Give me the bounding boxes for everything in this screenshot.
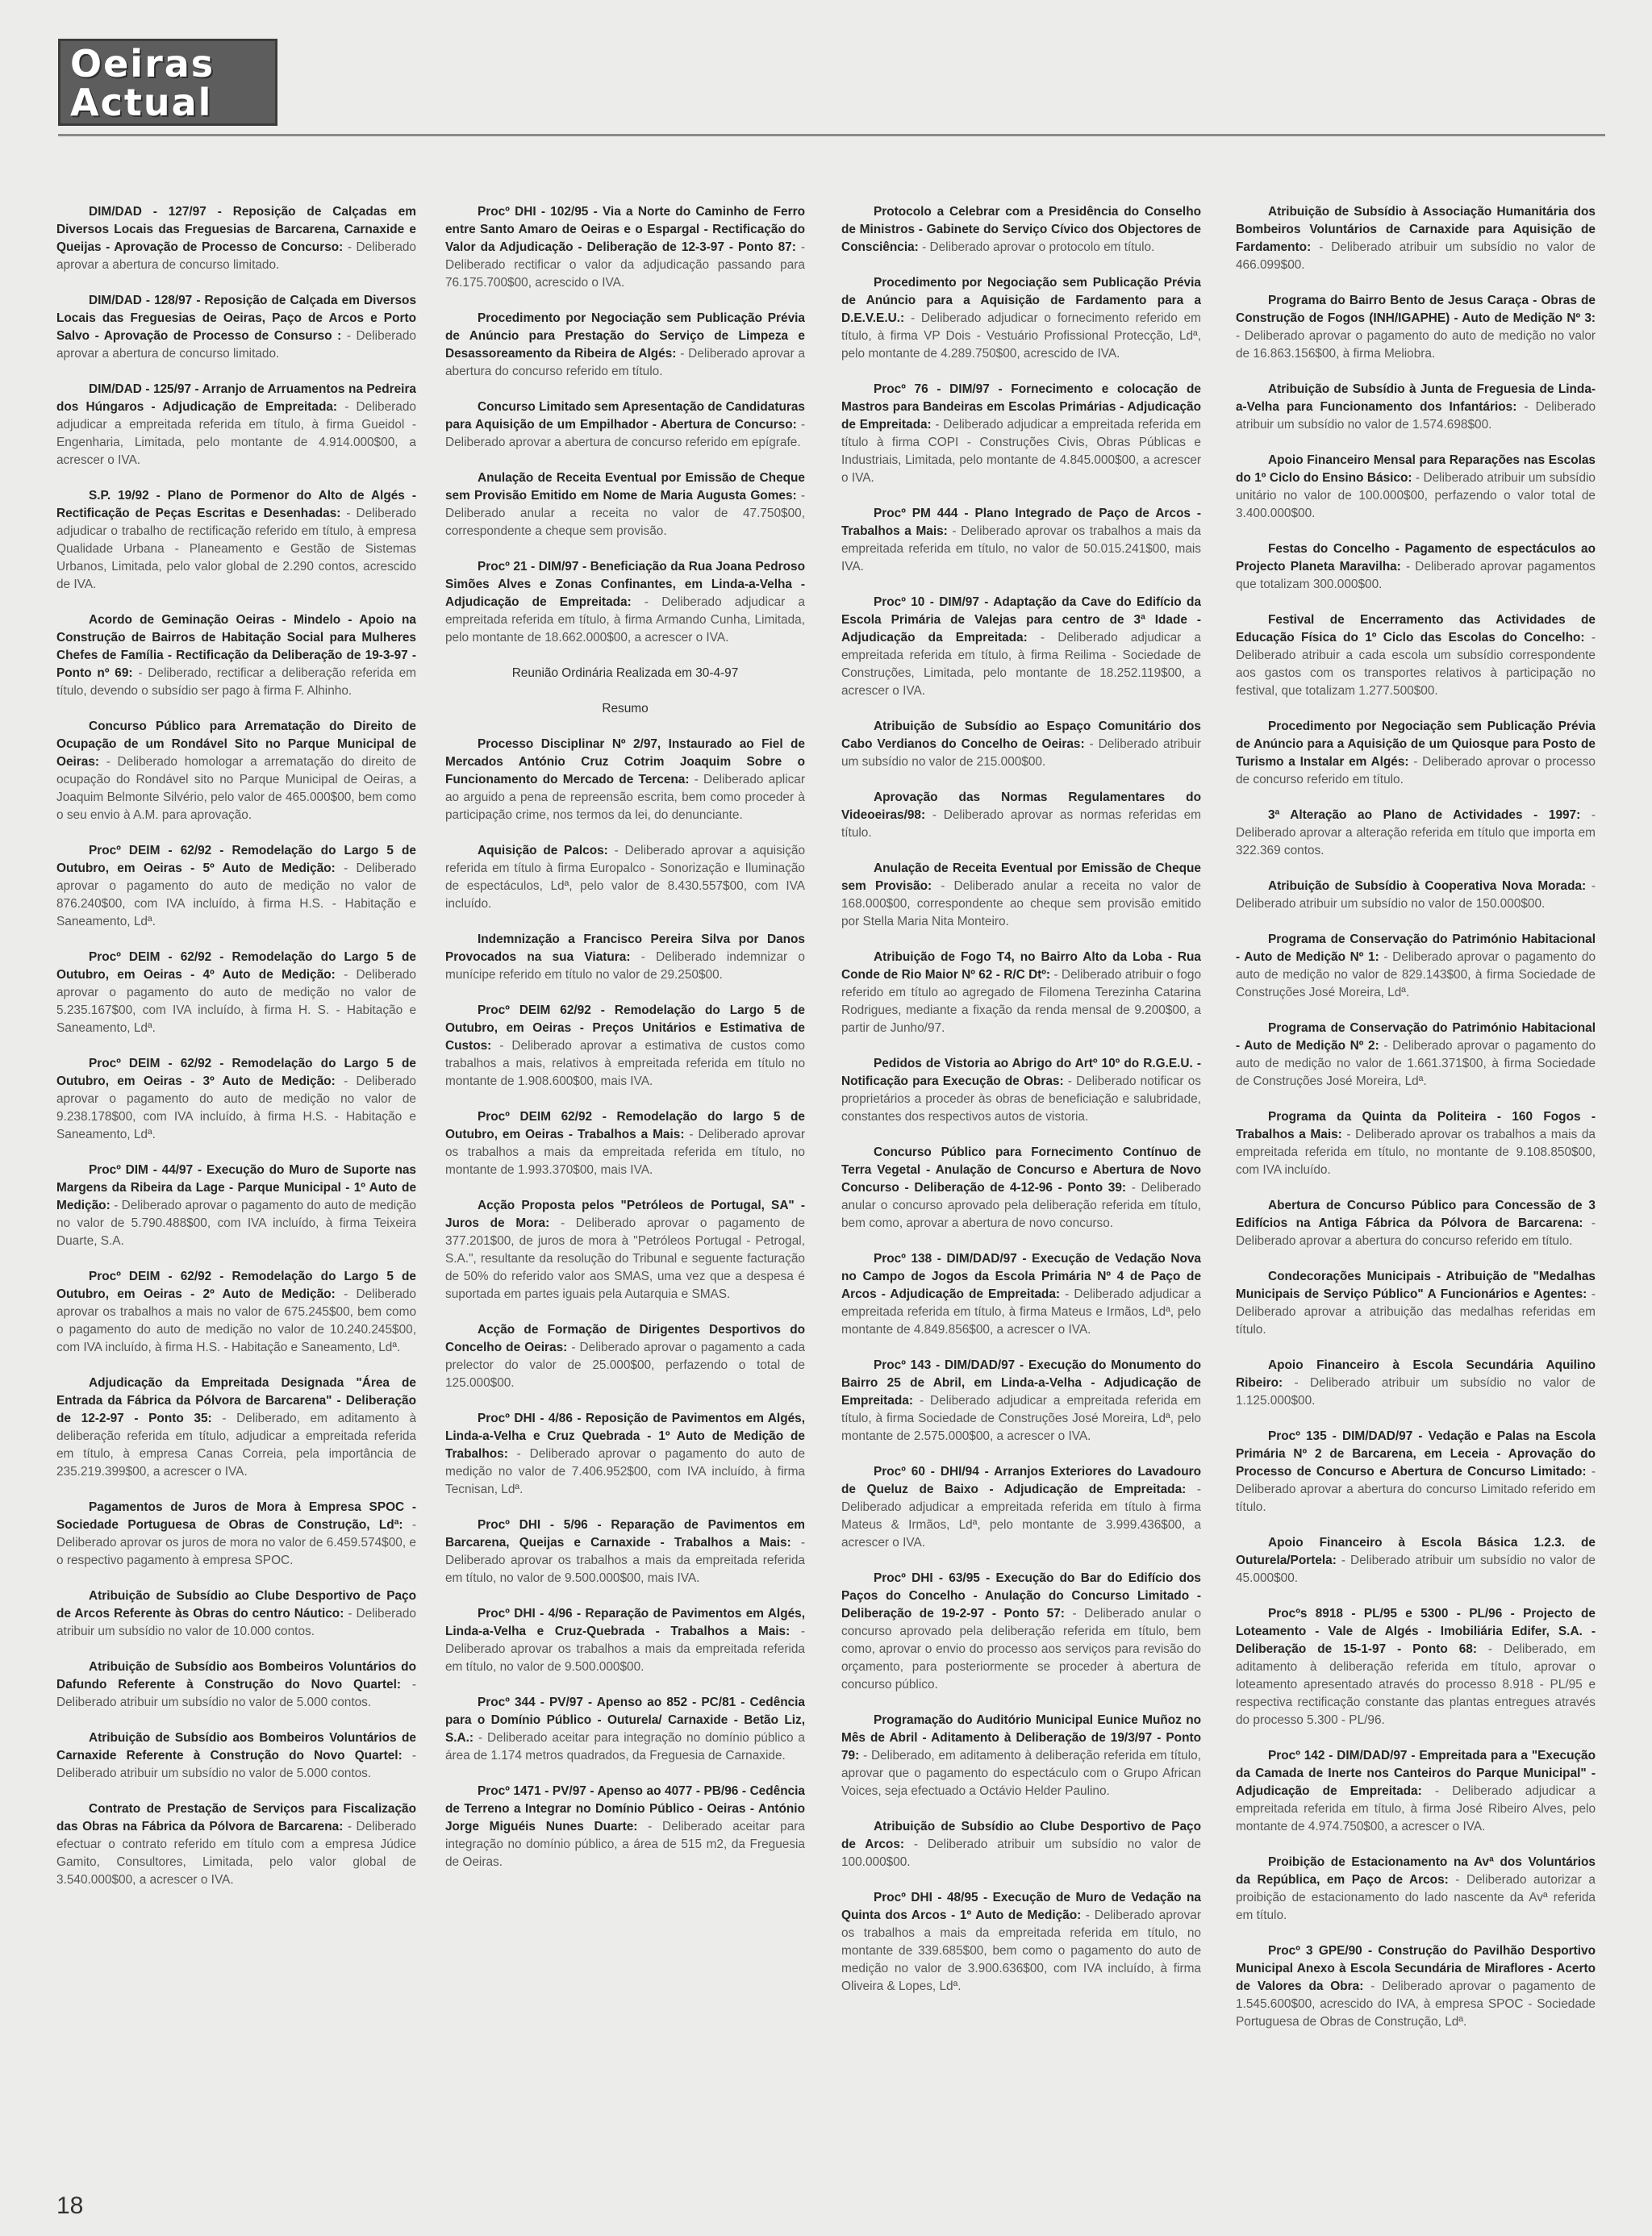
entry-text: - Deliberado aprovar os trabalhos a mais da empreitada referida em título, no montante de 1.993.370$00, mais IVA. (445, 1128, 805, 1177)
entry-text: - Deliberado aprovar o pagamento do auto de medição no valor de 5.235.167$00, com IVA incluído, à firma H. S. - Habitação e Saneamento, Ldª. (56, 968, 416, 1035)
entry-text: - Deliberado atribuir um subsídio no valor de 5.000 contos. (56, 1749, 416, 1780)
entry-heading: DIM/DAD - 128/97 - Reposição de Calçada em Diversos Locais das Freguesias de Oeiras, Paço de Arcos e Porto Salvo - Aprovação de Processo de Consurso : (56, 294, 416, 343)
entry-heading: Procº DEIM - 62/92 - Remodelação do Largo 5 de Outubro, em Oeiras - 4º Auto de Medição: (56, 950, 416, 982)
entry (56, 1587, 416, 1641)
entry (1236, 807, 1596, 860)
entry-heading: Abertura de Concurso Público para Concessão de 3 Edifícios na Antiga Fábrica da Pólvora de Barcarena: (1236, 1199, 1596, 1230)
entry (841, 1889, 1201, 1996)
entry (56, 381, 416, 469)
text-column-2 (445, 203, 805, 2163)
header-rule (58, 134, 1605, 136)
entry-text: - Deliberado aprovar pagamentos que totalizam 300.000$00. (1236, 560, 1596, 591)
entry (1236, 540, 1596, 594)
entry-heading: Procº DHI - 4/86 - Reposição de Pavimentos em Algés, Linda-a-Velha e Cruz Quebrada - 1º Auto de Medição de Trabalhos: (445, 1412, 805, 1461)
entry-text: - Deliberado aprovar os trabalhos a mais da empreitada referida em título, no valor de 9.500.000$00, mais IVA. (445, 1536, 805, 1585)
entry-heading: Procº 76 - DIM/97 - Fornecimento e colocação de Mastros para Bandeiras em Escolas Primárias - Adjudicação de Empreitada: (841, 382, 1201, 432)
entry (445, 1410, 805, 1499)
entry-heading: Adjudicação da Empreitada Designada "Área de Entrada da Fábrica da Pólvora de Barcarena" - Deliberação de 12-2-97 - Ponto 35: (56, 1376, 416, 1425)
entry (1236, 1534, 1596, 1587)
entry (56, 1375, 416, 1481)
entry-heading: Procº 344 - PV/97 - Apenso ao 852 - PC/81 - Cedência para o Domínio Público - Outurela/ Carnaxide - Betão Liz, S.A.: (445, 1696, 805, 1745)
entry-text: - Deliberado adjudicar a empreitada referida em título, à firma Mateus e Irmãos, Ldª, pelo montante de 4.849.856$00, a acrescer o IVA. (841, 1287, 1201, 1337)
entry (445, 558, 805, 647)
entry-heading: Festas do Concelho - Pagamento de espectáculos ao Projecto Planeta Maravilha: (1236, 542, 1596, 574)
entry-text: - Deliberado atribuir um subsídio no valor de 10.000 contos. (56, 1607, 416, 1638)
entry (56, 1268, 416, 1357)
entry (56, 1800, 416, 1889)
entry (445, 1321, 805, 1392)
entry-text: - Deliberado adjudicar a empreitada referida em título, à firma Reilima - Sociedade de Construções, Limitada, pelo montante de 18.252.119$00, a acrescer o IVA. (841, 631, 1201, 698)
entry-heading: Pagamentos de Juros de Mora à Empresa SPOC - Sociedade Portuguesa de Obras de Construção, Ldª: (56, 1500, 416, 1532)
entry (445, 1605, 805, 1676)
entry-text: - Deliberado atribuir um subsídio no valor de 5.000 contos. (56, 1678, 416, 1709)
entry (841, 789, 1201, 842)
entry (56, 1162, 416, 1250)
entry-heading: Atribuição de Subsídio ao Espaço Comunitário dos Cabo Verdianos do Concelho de Oeiras: (841, 720, 1201, 751)
entry-text: - Deliberado anular a receita no valor de 168.000$00, correspondente ao cheque sem provisão emitido por Stella Maria Nita Monteiro. (841, 879, 1201, 928)
entry-text: - Deliberado aprovar o processo de concurso referido em título. (1236, 755, 1596, 786)
entry-text: - Deliberado anular o concurso aprovado pela deliberação referida em título, bem como, aprovar a abertura de novo concurso. (841, 1181, 1201, 1230)
entry-text: - Deliberado aprovar a alteração referida em título que importa em 322.369 contos. (1236, 808, 1596, 857)
entry-heading: Concurso Público para Arrematação do Direito de Ocupação de um Rondável Sito no Parque Municipal de Oeiras: (56, 720, 416, 769)
entry-heading: Procº DEIM - 62/92 - Remodelação do Largo 5 de Outubro, em Oeiras - 2º Auto de Medição: (56, 1270, 416, 1301)
entry (841, 381, 1201, 487)
entry-text: - Deliberado notificar os proprietários a proceder às obras de beneficiação e salubridade, constantes dos respectivos autos de vistoria. (841, 1074, 1201, 1124)
entry (1236, 1020, 1596, 1091)
entry (445, 736, 805, 824)
entry (841, 1570, 1201, 1694)
entry-text: - Deliberado aprovar a abertura de concurso limitado. (56, 329, 416, 361)
entry-text: - Deliberado aprovar o pagamento do auto de medição no valor de 9.238.178$00, com IVA incluído, à firma H.S. - Habitação e Saneamento, Ldª. (56, 1074, 416, 1141)
entry-text: - Deliberado aprovar o pagamento do auto de medição no valor de 1.661.371$00, à firma Sociedade de Construções José Moreira, Ldª. (1236, 1039, 1596, 1088)
entry (1236, 1108, 1596, 1179)
entry-text: - Deliberado aprovar os trabalhos a mais no valor de 675.245$00, bem como o pagamento do auto de medição no valor de 10.240.245$00, com IVA incluído, à firma H.S. - Habitação e Saneamento, Ldª. (56, 1287, 416, 1354)
entry-heading: S.P. 19/92 - Plano de Pormenor do Alto de Algés - Rectificação de Peças Escritas e Desenhadas: (56, 489, 416, 520)
entry-heading: Procº DEIM - 62/92 - Remodelação do Largo 5 de Outubro, em Oeiras - 3º Auto de Medição: (56, 1057, 416, 1088)
entry-heading: Proibição de Estacionamento na Avª dos Voluntários da República, em Paço de Arcos: (1236, 1855, 1596, 1887)
entry-heading: Acordo de Geminação Oeiras - Mindelo - Apoio na Construção de Bairros de Habitação Social para Mulheres Chefes de Família - Rectificação da Deliberação de 19-3-97 - Ponto nº 69: (56, 613, 416, 680)
entry-heading: Protocolo a Celebrar com a Presidência do Conselho de Ministros - Gabinete do Serviço Cívico dos Objectores de Consciência: (841, 205, 1201, 254)
entry (841, 594, 1201, 700)
entry-text: - Deliberado aplicar ao arguido a pena de repreensão escrita, bem como proceder à participação crime, nos termos da lei, do denunciante. (445, 773, 805, 822)
entry (841, 1463, 1201, 1552)
entry-heading: Procº DEIM 62/92 - Remodelação do largo 5 de Outubro, em Oeiras - Trabalhos a Mais: (445, 1110, 805, 1141)
entry-heading: Aquisição de Palcos: (478, 844, 608, 857)
entry-text: - Deliberado rectificar o valor da adjudicação passando para 76.175.700$00, acrescido o IVA. (445, 240, 805, 290)
entry (1236, 1854, 1596, 1925)
entry-text: - Deliberado, em aditamento à deliberação referida em título, aprovar o loteamento apresentado através do processo 8.918 - PL/95 e respectiva rectificação constante das plantas entregues através do processo 5.300 - PL/96. (1236, 1642, 1596, 1727)
entry-text: - Deliberado aprovar a estimativa de custos como trabalhos a mais, relativos à empreitada referida em título no montante de 1.908.600$00, mais IVA. (445, 1039, 805, 1088)
entry (445, 1694, 805, 1765)
entry-text: Resumo (602, 702, 649, 715)
entry (841, 203, 1201, 257)
entry-heading: Anulação de Receita Eventual por Emissão de Cheque sem Provisão: (841, 861, 1201, 893)
entry (841, 718, 1201, 771)
text-column-1 (56, 203, 416, 2163)
entry-heading: Atribuição de Subsídio à Associação Humanitária dos Bombeiros Voluntários de Carnaxide para Aquisição de Fardamento: (1236, 205, 1596, 254)
entry (445, 469, 805, 540)
entry-heading: Procº DEIM - 62/92 - Remodelação do Largo 5 de Outubro, em Oeiras - 5º Auto de Medição: (56, 844, 416, 875)
entry (1236, 1605, 1596, 1729)
entry-heading: Procedimento por Negociação sem Publicação Prévia de Anúncio para Prestação do Serviço de Limpeza e Desassoreamento da Ribeira de Algés: (445, 311, 805, 361)
entry-text: - Deliberado adjudicar a empreitada referida em título à firma COPI - Construções Civis, Obras Públicas e Industriais, Limitada, pelo montante de 4.845.000$00, a acrescer o IVA. (841, 418, 1201, 485)
entry (445, 931, 805, 984)
text-column-3 (841, 203, 1201, 2163)
entry-text: - Deliberado atribuir um subsídio no valor de 215.000$00. (841, 737, 1201, 769)
entry-heading: Atribuição de Subsídio aos Bombeiros Voluntários do Dafundo Referente à Construção do Novo Quartel: (56, 1660, 416, 1692)
entry-heading: Acção de Formação de Dirigentes Desportivos do Concelho de Oeiras: (445, 1323, 805, 1354)
entry-heading: Programa do Bairro Bento de Jesus Caraça - Obras de Construção de Fogos (INH/IGAPHE) - Auto de Medição Nº 3: (1236, 294, 1596, 325)
entry-heading: Atribuição de Subsídio à Junta de Freguesia de Linda-a-Velha para Funcionamento dos Infantários: (1236, 382, 1596, 414)
entry-text: - Deliberado aprovar a abertura do concurso Limitado referido em título. (1236, 1465, 1596, 1514)
entry-heading: Programa de Conservação do Património Habitacional - Auto de Medição Nº 1: (1236, 932, 1596, 964)
entry-text: - Deliberado aprovar os trabalhos a mais da empreitada referida em título, no montante de 339.685$00, bem como o pagamento do auto de medição no valor de 3.900.636$00, com IVA incluído, à firma Oliveira & Lopes, Ldª. (841, 1909, 1201, 1993)
entry-heading: Acção Proposta pelos "Petróleos de Portugal, SA" - Juros de Mora: (445, 1199, 805, 1230)
entry (56, 718, 416, 824)
entry (1236, 381, 1596, 434)
entry-text: - Deliberado, rectificar a deliberação referida em título, devendo o subsídio ser pago à firma F. Alhinho. (56, 666, 416, 698)
entry (841, 1357, 1201, 1445)
entry (841, 1055, 1201, 1126)
entry (841, 1144, 1201, 1233)
entry (56, 487, 416, 594)
entry-text: - Deliberado atribuir um subsídio no valor de 100.000$00. (841, 1838, 1201, 1869)
entry (1236, 1747, 1596, 1836)
entry-heading: Procº DIM - 44/97 - Execução do Muro de Suporte nas Margens da Ribeira da Lage - Parque Municipal - 1º Auto de Medição: (56, 1163, 416, 1212)
entry-heading: Procº 135 - DIM/DAD/97 - Vedação e Palas na Escola Primária Nº 2 de Barcarena, em Leceia - Aprovação do Processo de Concurso e Abertura de Concurso Limitado: (1236, 1429, 1596, 1479)
entry-heading: Processo Disciplinar Nº 2/97, Instaurado ao Fiel de Mercados António Cruz Cotrim Joaquim Sobre o Funcionamento do Mercado de Tercena: (445, 737, 805, 786)
entry-text: - Deliberado aprovar o pagamento de 377.201$00, de juros de mora à "Petróleos Portugal - Petrogal, S.A.", resultante da resolução do Tribunal e seguente facturação de 50% do referido valor aos SMAS, uma vez que a despesa é suportada em partes iguais pela Autarquia e SMAS. (445, 1216, 805, 1301)
entry-text: - Deliberado aprovar a abertura do concurso referido em título. (445, 347, 805, 378)
entry-text: - Deliberado aprovar o pagamento de 1.545.600$00, acrescido do IVA, à empresa SPOC - Sociedade Portuguesa de Obras de Construção, Ldª. (1236, 1979, 1596, 2029)
entry-heading: Concurso Público para Fornecimento Contínuo de Terra Vegetal - Anulação de Concurso e Abertura de Novo Concurso - Deliberação de 4-12-96 - Ponto 39: (841, 1145, 1201, 1195)
entry-text: - Deliberado anular o concurso aprovado pela deliberação referida em título, bem como, aprovar o envio do processo aos serviços para revisão do orçamento, para posteriormente se proceder à abertura de concurso público. (841, 1607, 1201, 1692)
entry-text: - Deliberado aprovar o pagamento a cada prelector do valor de 25.000$00, perfazendo o total de 125.000$00. (445, 1341, 805, 1390)
entry (841, 274, 1201, 363)
entry-heading: Programação do Auditório Municipal Eunice Muñoz no Mês de Abril - Aditamento à Deliberação de 19/3/97 - Ponto 79: (841, 1713, 1201, 1763)
entry-text: - Deliberado aprovar os juros de mora no valor de 6.459.574$00, e o respectivo pagamento à empresa SPOC. (56, 1518, 416, 1567)
entry-text: - Deliberado anular a receita no valor de 47.750$00, correspondente a cheque sem provisão. (445, 489, 805, 538)
entry-text: - Deliberado homologar a arrematação do direito de ocupação do Rondável sito no Parque Municipal de Oeiras, a Joaquim Belmonte Silvério, pelo valor de 465.000$00, bem como o seu envio à A.M. para aprovação. (56, 755, 416, 822)
entry-heading: Concurso Limitado sem Apresentação de Candidaturas para Aquisição de um Empilhador - Abertura de Concurso: (445, 400, 805, 432)
entry (841, 1712, 1201, 1800)
entry (1236, 611, 1596, 700)
entry-text: - Deliberado atribuir um subsídio unitário no valor de 100.000$00, perfazendo o valor total de 3.400.000$00. (1236, 471, 1596, 520)
entry-heading: Procº 60 - DHI/94 - Arranjos Exteriores do Lavadouro de Queluz de Baixo - Adjudicação de Empreitada: (841, 1465, 1201, 1496)
entry-heading: Procº DHI - 102/95 - Via a Norte do Caminho de Ferro entre Santo Amaro de Oeiras e o Espargal - Rectificação do Valor da Adjudicação - Deliberação de 12-3-97 - Ponto 87: (445, 205, 805, 254)
entry (841, 1818, 1201, 1871)
entry (1236, 931, 1596, 1002)
entry-text: - Deliberado adjudicar a empreitada referida em título, à firma José Ribeiro Alves, pelo montante de 4.974.750$00, a acrescer o IVA. (1236, 1784, 1596, 1833)
entry (445, 1108, 805, 1179)
entry-text: - Deliberado atribuir um subsídio no valor de 1.125.000$00. (1236, 1376, 1596, 1408)
entry-heading: Apoio Financeiro à Escola Básica 1.2.3. de Outurela/Portela: (1236, 1536, 1596, 1567)
entry-heading: Atribuição de Subsídio à Cooperativa Nova Morada: (1268, 879, 1587, 893)
entry (56, 842, 416, 931)
entry-heading: Atribuição de Subsídio ao Clube Desportivo de Paço de Arcos Referente às Obras do centro Náutico: (56, 1589, 416, 1621)
entry (445, 1783, 805, 1871)
entry-text: - Deliberado aprovar a aquisição referida em título à firma Europalco - Sonorização e Iluminação de espectáculos, Ldª, pelo valor de 8.430.557$00, com IVA incluído. (445, 844, 805, 911)
entry-text: - Deliberado atribuir a cada escola um subsídio correspondente aos gastos com os transportes relativos à participação no festival, que totalizam 1.277.500$00. (1236, 631, 1596, 698)
entry-heading: Procº 142 - DIM/DAD/97 - Empreitada para a "Execução da Camada de Inerte nos Canteiros do Parque Municipal" - Adjudicação de Empreitada: (1236, 1749, 1596, 1798)
entry-text: - Deliberado adjudicar a empreitada referida em título, à firma Sociedade de Construções José Moreira, Ldª, pelo montante de 2.575.000$00, a acrescer o IVA. (841, 1394, 1201, 1443)
entry (841, 949, 1201, 1037)
entry-heading: Apoio Financeiro à Escola Secundária Aquilino Ribeiro: (1236, 1358, 1596, 1390)
entry-heading: Procº 1471 - PV/97 - Apenso ao 4077 - PB/96 - Cedência de Terreno a Integrar no Domínio Público - Oeiras - António Jorge Miguéis Nunes Duarte: (445, 1784, 805, 1833)
entry-text: - Deliberado autorizar a proibição de estacionamento do lado nascente da Avª referida em título. (1236, 1873, 1596, 1922)
entry-heading: Atribuição de Fogo T4, no Bairro Alto da Loba - Rua Conde de Rio Maior Nº 62 - R/C Dtº: (841, 950, 1201, 982)
entry (445, 842, 805, 913)
entry-heading: Pedidos de Vistoria ao Abrigo do Artº 10º do R.G.E.U. - Notificação para Execução de Obras: (841, 1057, 1201, 1088)
entry-heading: Procº 3 GPE/90 - Construção do Pavilhão Desportivo Municipal Anexo à Escola Secundária de Miraflores - Acerto de Valores da Obra: (1236, 1944, 1596, 1993)
entry-heading: Procºs 8918 - PL/95 e 5300 - PL/96 - Projecto de Loteamento - Vale de Algés - Imobiliária Edifer, S.A. - Deliberação de 15-1-97 - Ponto 68: (1236, 1607, 1596, 1656)
entry-text: - Deliberado aceitar para integração no domínio público a área de 1.174 metros quadrados, da Freguesia de Carnaxide. (445, 1731, 805, 1763)
entry (445, 1197, 805, 1304)
entry (56, 1729, 416, 1783)
entry (841, 505, 1201, 576)
masthead-line-1: Oeiras (70, 42, 215, 86)
entry-heading: Programa de Conservação do Património Habitacional - Auto de Medição Nº 2: (1236, 1021, 1596, 1053)
entry-text: - Deliberado adjudicar o trabalho de rectificação referido em título, à empresa Qualidade Urbana - Planeamento e Gestão de Sistemas Urbanos, Limitada, pelo valor global de 2.290 contos, acrescido de IVA. (56, 507, 416, 591)
entry-heading: Festival de Encerramento das Actividades de Educação Física do 1º Ciclo das Escolas do Concelho: (1236, 613, 1596, 645)
entry (1236, 1428, 1596, 1516)
entry-heading: Procº DHI - 63/95 - Execução do Bar do Edifício dos Paços do Concelho - Anulação do Concurso Limitado - Deliberação de 19-2-97 - Ponto 57: (841, 1571, 1201, 1621)
entry (1236, 1942, 1596, 2031)
entry (445, 310, 805, 381)
entry-text: - Deliberado aprovar o pagamento do auto de medição no valor de 876.240$00, com IVA incluído, à firma H.S. - Habitação e Saneamento, Ldª. (56, 861, 416, 928)
text-column-4 (1236, 203, 1596, 2163)
entry-text: - Deliberado aprovar a atribuição das medalhas referidas em título. (1236, 1287, 1596, 1337)
entry-text: - Deliberado aceitar para integração no domínio público, a área de 515 m2, da Freguesia de Oeiras. (445, 1820, 805, 1869)
entry-heading: Procedimento por Negociação sem Publicação Prévia de Anúncio para a Aquisição de um Quiosque para Posto de Turismo a Instalar em Algés: (1236, 720, 1596, 769)
entry-text: - Deliberado adjudicar a empreitada referida em título, à firma Gueidol - Engenharia, Limitada, pelo montante de 4.914.000$00, a acrescer o IVA. (56, 400, 416, 467)
entry-heading: 3ª Alteração ao Plano de Actividades - 1997: (1268, 808, 1581, 822)
entry-heading: Apoio Financeiro Mensal para Reparações nas Escolas do 1º Ciclo do Ensino Básico: (1236, 453, 1596, 485)
entry-heading: Procº 143 - DIM/DAD/97 - Execução do Monumento do Bairro 25 de Abril, em Linda-a-Velha - Adjudicação de Empreitada: (841, 1358, 1201, 1408)
entry-text: - Deliberado aprovar os trabalhos a mais da empreitada referida em título, no valor de 9.500.000$00. (445, 1625, 805, 1674)
entry (56, 949, 416, 1037)
entry-text: - Deliberado aprovar o pagamento do auto de medição no valor de 5.790.488$00, com IVA incluído, à firma Teixeira Duarte, S.A. (56, 1199, 416, 1248)
entry-text: - Deliberado aprovar os trabalhos a mais da empreitada referida em título, no montante de 9.108.850$00, com IVA incluído. (1236, 1128, 1596, 1177)
entry-heading: Procº 10 - DIM/97 - Adaptação da Cave do Edifício da Escola Primária de Valejas para centro de 3ª Idade - Adjudicação da Empreitada: (841, 595, 1201, 645)
entry-text: - Deliberado, em aditamento à deliberação referida em título, aprovar que o pagamento do espectáculo com o Grupo African Voices, seja efectuado a Octávio Helder Paulino. (841, 1749, 1201, 1798)
entry-heading: Procº PM 444 - Plano Integrado de Paço de Arcos - Trabalhos a Mais: (841, 507, 1201, 538)
entry-text: - Deliberado atribuir um subsídio no valor de 466.099$00. (1236, 240, 1596, 272)
entry (445, 700, 805, 718)
entry-heading: DIM/DAD - 125/97 - Arranjo de Arruamentos na Pedreira dos Húngaros - Adjudicação de Empreitada: (56, 382, 416, 414)
entry-text: - Deliberado aprovar os trabalhos a mais da empreitada referida em título, no valor de 50.015.241$00, mais IVA. (841, 524, 1201, 574)
entry-heading: Procº 138 - DIM/DAD/97 - Execução de Vedação Nova no Campo de Jogos da Escola Primária Nº 4 de Paço de Arcos - Adjudicação de Empreitada: (841, 1252, 1201, 1301)
entry-heading: Anulação de Receita Eventual por Emissão de Cheque sem Provisão Emitido em Nome de Maria Augusta Gomes: (445, 471, 805, 503)
entry-text: - Deliberado aprovar a abertura do concurso referido em título. (1236, 1216, 1596, 1248)
entry (445, 1516, 805, 1587)
entry (1236, 1268, 1596, 1339)
entry (56, 1055, 416, 1144)
masthead-logo (58, 39, 277, 126)
entry-text: - Deliberado atribuir o fogo referido em título ao agregado de Filomena Terezinha Catarina Rodrigues, mediante a fixação da renda mensal de 9.200$00, a partir de Junho/97. (841, 968, 1201, 1035)
entry-text: - Deliberado atribuir um subsídio no valor de 45.000$00. (1236, 1554, 1596, 1585)
entry-text: - Deliberado aprovar a abertura de concurso limitado. (56, 240, 416, 272)
entry-text: - Deliberado adjudicar a empreitada referida em título, à firma Armando Cunha, Limitada, pelo montante de 18.662.000$00, a acrescer o IVA. (445, 595, 805, 645)
entry-heading: Contrato de Prestação de Serviços para Fiscalização das Obras na Fábrica da Pólvora de Barcarena: (56, 1802, 416, 1833)
entry-heading: Indemnização a Francisco Pereira Silva por Danos Provocados na sua Viatura: (445, 932, 805, 964)
entry (1236, 1197, 1596, 1250)
entry (445, 1002, 805, 1091)
entry (841, 1250, 1201, 1339)
entry (445, 398, 805, 452)
entry-heading: Procº DEIM 62/92 - Remodelação do Largo 5 de Outubro, em Oeiras - Preços Unitários e Estimativa de Custos: (445, 1003, 805, 1053)
entry-text: - Deliberado indemnizar o munícipe referido em título no valor de 29.250$00. (445, 950, 805, 982)
entry-text: - Deliberado efectuar o contrato referido em título com a empresa Júdice Gamito, Consultores, Limitada, pelo valor global de 3.540.000$00, a acrescer o IVA. (56, 1820, 416, 1887)
entry (1236, 292, 1596, 363)
entry-text: - Deliberado aprovar o pagamento do auto de medição no valor de 7.406.952$00, com IVA incluído, à firma Tecnisan, Ldª. (445, 1447, 805, 1496)
entry-text: - Deliberado aprovar as normas referidas em título. (841, 808, 1201, 840)
entry-heading: Procº DHI - 4/96 - Reparação de Pavimentos em Algés, Linda-a-Velha e Cruz-Quebrada - Trabalhos a Mais: (445, 1607, 805, 1638)
entry (841, 860, 1201, 931)
entry (56, 611, 416, 700)
entry-heading: Procedimento por Negociação sem Publicação Prévia de Anúncio para a Aquisição de Fardamento para a D.E.V.E.U.: (841, 276, 1201, 325)
entry (56, 1658, 416, 1712)
entry-heading: Atribuição de Subsídio ao Clube Desportivo de Paço de Arcos: (841, 1820, 1201, 1851)
entry (56, 203, 416, 274)
entry (1236, 203, 1596, 274)
entry-heading: DIM/DAD - 127/97 - Reposição de Calçadas em Diversos Locais das Freguesias de Barcarena, Carnaxide e Queijas - Aprovação de Processo de Concurso: (56, 205, 416, 254)
entry-heading: Procº DHI - 48/95 - Execução de Muro de Vedação na Quinta dos Arcos - 1º Auto de Medição: (841, 1891, 1201, 1922)
entry-text: - Deliberado atribuir um subsídio no valor de 1.574.698$00. (1236, 400, 1596, 432)
entry-heading: Procº DHI - 5/96 - Reparação de Pavimentos em Barcarena, Queijas e Carnaxide - Trabalhos a Mais: (445, 1518, 805, 1550)
entry (1236, 878, 1596, 913)
entry-heading: Atribuição de Subsídio aos Bombeiros Voluntários de Carnaxide Referente à Construção do Novo Quartel: (56, 1731, 416, 1763)
entry-heading: Aprovação das Normas Regulamentares do Videoeiras/98: (841, 791, 1201, 822)
entry-heading: Procº 21 - DIM/97 - Beneficiação da Rua Joana Pedroso Simões Alves e Zonas Confinantes, em Linda-a-Velha - Adjudicação de Empreitada: (445, 560, 805, 609)
entry-text: - Deliberado aprovar o pagamento do auto de medição no valor de 829.143$00, à firma Sociedade de Construções José Moreira, Ldª. (1236, 950, 1596, 999)
entry-text: - Deliberado atribuir um subsídio no valor de 150.000$00. (1236, 879, 1596, 911)
entry-text: - Deliberado adjudicar o fornecimento referido em título, à firma VP Dois - Vestuário Profissional Protecção, Ldª, pelo montante de 4.289.750$00, acrescido de IVA. (841, 311, 1201, 361)
entry-text: - Deliberado aprovar a abertura de concurso referido em epígrafe. (445, 418, 805, 449)
entry (1236, 1357, 1596, 1410)
entry-text: - Deliberado aprovar o pagamento do auto de medição no valor de 16.863.156$00, à firma Meliobra. (1236, 329, 1596, 361)
entry (445, 203, 805, 292)
entry (56, 1499, 416, 1570)
page-number: 18 (56, 2192, 84, 2219)
entry-text: - Deliberado adjudicar a empreitada referida em título à firma Mateus & Irmãos, Ldª, pelo montante de 3.999.436$00, a acrescer o IVA. (841, 1483, 1201, 1550)
entry-heading: Programa da Quinta da Politeira - 160 Fogos - Trabalhos a Mais: (1236, 1110, 1596, 1141)
entry (1236, 452, 1596, 523)
entry-text: - Deliberado, em aditamento à deliberação referida em título, adjudicar a empreitada referida em título, à empresa Canas Correia, pela importância de 235.219.399$00, a acrescer o IVA. (56, 1412, 416, 1479)
entry-text: Reunião Ordinária Realizada em 30-4-97 (511, 666, 739, 680)
entry-heading: Condecorações Municipais - Atribuição de "Medalhas Municipais de Serviço Público" A Funcionários e Agentes: (1236, 1270, 1596, 1301)
entry (56, 292, 416, 363)
entry-text: - Deliberado aprovar o protocolo em título. (918, 240, 1155, 254)
entry (445, 665, 805, 682)
entry (1236, 718, 1596, 789)
masthead-line-2: Actual (70, 81, 213, 124)
